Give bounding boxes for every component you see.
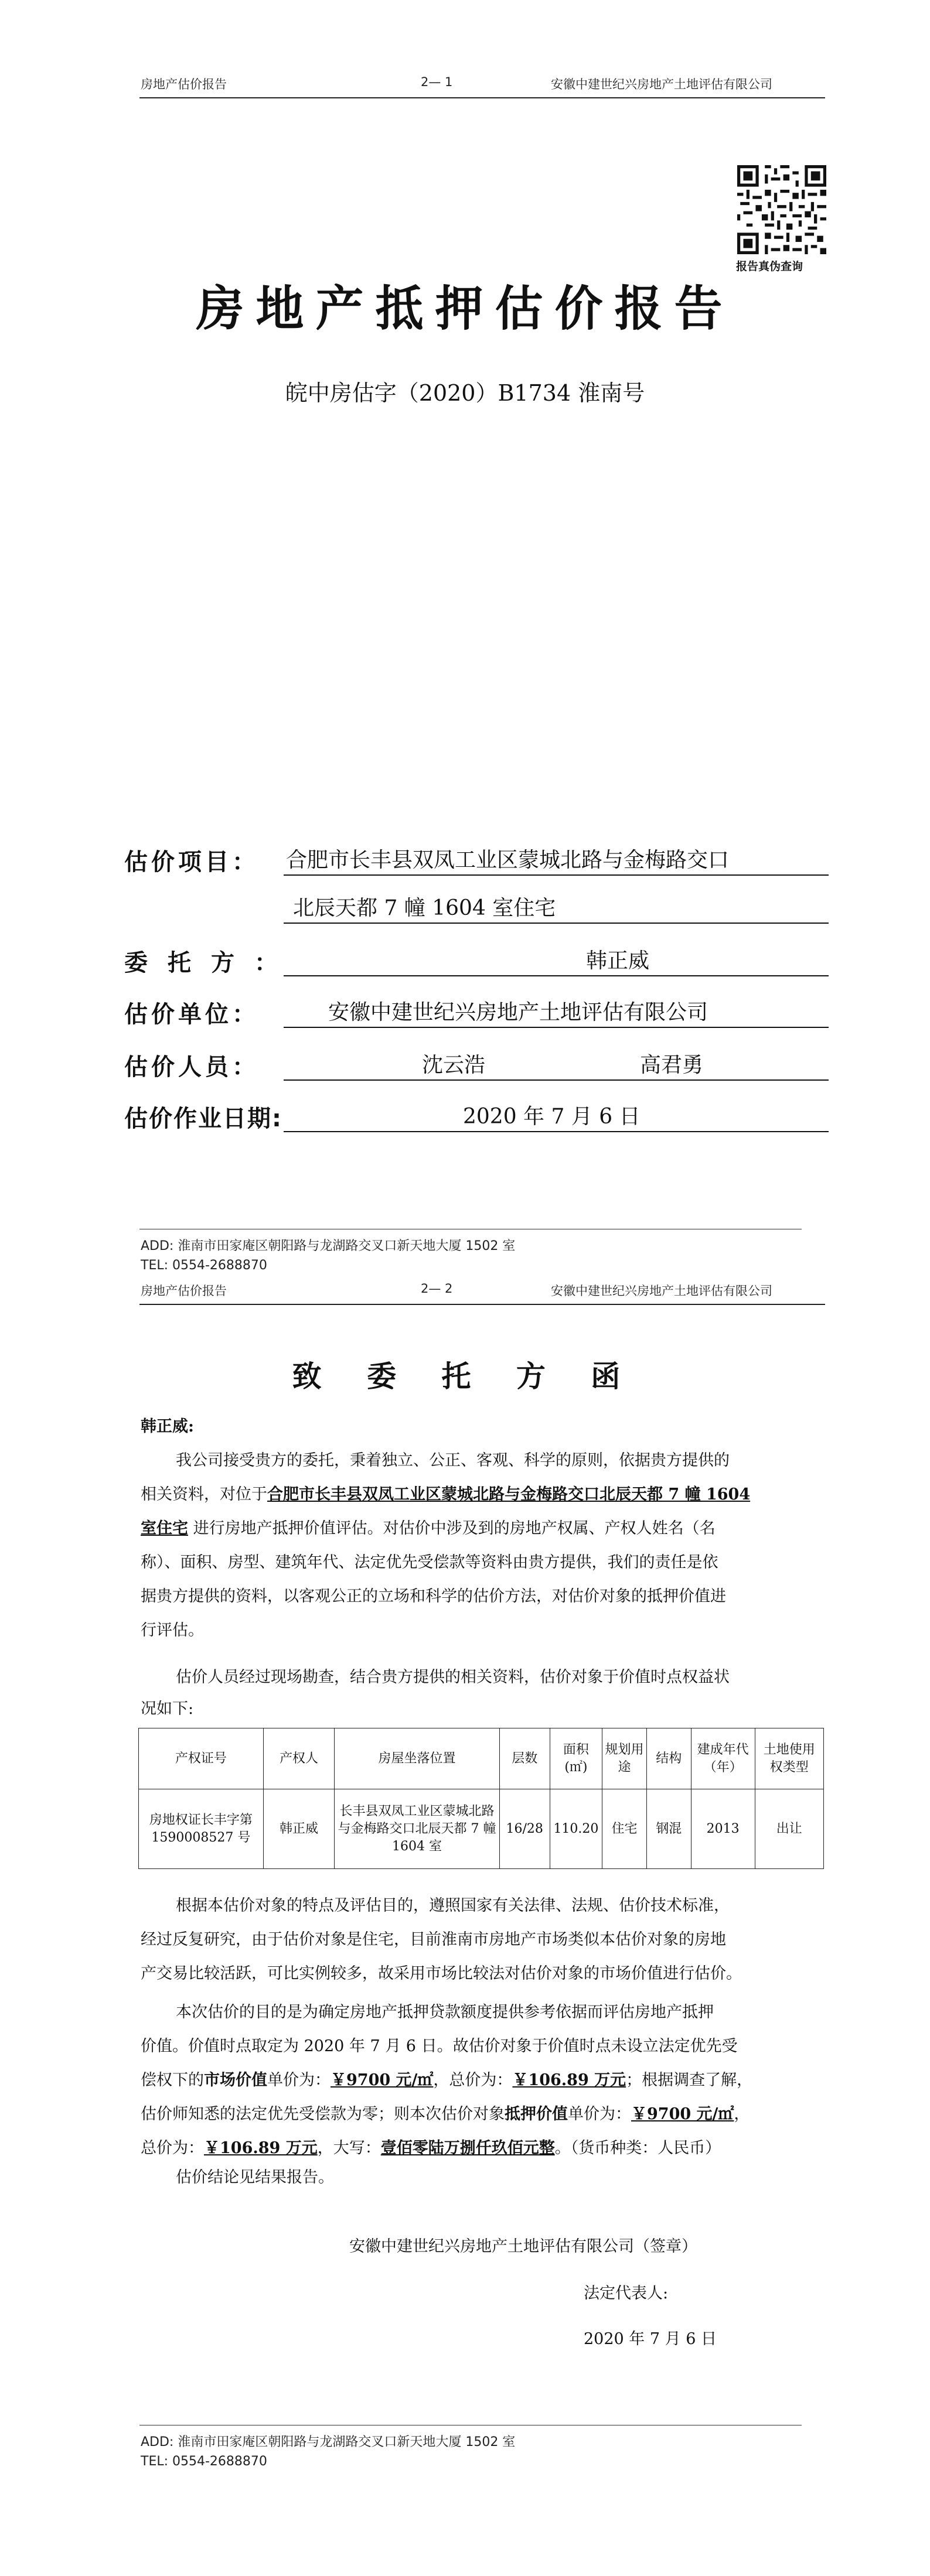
p4-line4-text-c: ， — [734, 2105, 750, 2123]
table-row — [139, 1789, 824, 1869]
total-in-words: 壹佰零陆万捌仟玖佰元整 — [380, 2139, 555, 2157]
unit-value: 安徽中建世纪兴房地产土地评估有限公司 — [328, 1000, 708, 1024]
mortgage-value-label: 抵押价值 — [505, 2105, 568, 2123]
p4-line3-text-d: ；根据调查了解， — [626, 2071, 753, 2089]
property-address-part2: 室住宅 — [141, 1519, 188, 1538]
sign-representative: 法定代表人: — [584, 2284, 669, 2302]
project-value-line2: 北辰天都 7 幢 1604 室住宅 — [293, 896, 556, 920]
p3-line1: 根据本估价对象的特点及评估目的，遵照国家有关法律、法规、估价技术标准， — [176, 1897, 730, 1915]
page2-header-left: 房地产估价报告 — [141, 1284, 227, 1298]
p4-line5 — [141, 2132, 721, 2165]
property-address-part1: 合肥市长丰县双凤工业区蒙城北路与金梅路交口北辰天都 7 幢 1604 — [267, 1485, 751, 1504]
page2-header-number: 2— 2 — [421, 1282, 453, 1296]
date-value: 2020 年 7 月 6 日 — [463, 1105, 641, 1129]
p1-line2-text: 相关资料，对位于 — [141, 1485, 267, 1504]
page1-footer-tel: TEL: 0554-2688870 — [141, 1258, 267, 1273]
p2-line1: 估价人员经过现场勘查，结合贵方提供的相关资料，估价对象于价值时点权益状 — [176, 1668, 730, 1686]
p4-line4-text-a: 估价师知悉的法定优先受偿款为零；则本次估价对象 — [141, 2105, 505, 2123]
appraiser-1: 沈云浩 — [422, 1053, 486, 1077]
p4-line3-text-a: 偿权下的 — [141, 2071, 204, 2089]
appraiser-2: 高君勇 — [640, 1053, 704, 1077]
table-header-cell: 产权证号 — [139, 1728, 264, 1789]
table-cell: 钢混 — [646, 1789, 691, 1869]
qr-code-icon — [737, 165, 826, 254]
table-cell: 16/28 — [499, 1789, 550, 1869]
report-number: 皖中房估字（2020）B1734 淮南号 — [285, 380, 645, 406]
market-unit-price: ￥9700 元/㎡ — [331, 2071, 434, 2089]
table-header-cell: 房屋坐落位置 — [335, 1728, 499, 1789]
p1-line5: 据贵方提供的资料，以客观公正的立场和科学的估价方法，对估价对象的抵押价值进 — [141, 1587, 726, 1605]
sign-company: 安徽中建世纪兴房地产土地评估有限公司（签章） — [349, 2237, 697, 2256]
mortgage-total-price: ￥106.89 万元 — [204, 2139, 318, 2157]
letter-title: 致 委 托 方 函 — [292, 1359, 638, 1393]
p1-line6: 行评估。 — [141, 1621, 204, 1639]
page1-header-rule — [139, 97, 825, 98]
client-label: 委托方： — [124, 949, 298, 976]
salutation: 韩正威: — [141, 1417, 194, 1436]
date-underline — [284, 1131, 829, 1132]
p4-line2: 价值。价值时点取定为 2020 年 7 月 6 日。故估价对象于价值时点未设立法定优先受 — [141, 2037, 738, 2055]
project-underline-1 — [284, 874, 829, 876]
p1-line2 — [141, 1478, 750, 1511]
client-underline — [284, 975, 829, 976]
p4-line1: 本次估价的目的是为确定房地产抵押贷款额度提供参考依据而评估房地产抵押 — [176, 2003, 714, 2021]
table-cell: 长丰县双凤工业区蒙城北路与金梅路交口北辰天都 7 幢 1604 室 — [335, 1789, 499, 1869]
unit-underline — [284, 1027, 829, 1028]
p5-line: 估价结论见结果报告。 — [176, 2168, 334, 2186]
p4-line5-text-c: 。（货币种类：人民币） — [554, 2139, 721, 2157]
table-cell: 房地权证长丰字第 1590008527 号 — [139, 1789, 264, 1869]
date-label: 估价作业日期: — [124, 1105, 282, 1132]
client-value: 韩正威 — [586, 949, 650, 973]
table-header-cell: 土地使用权类型 — [755, 1728, 823, 1789]
page1-header-number: 2— 1 — [421, 75, 453, 89]
p1-line3-text: 进行房地产抵押价值评估。对估价中涉及到的房地产权属、产权人姓名（名 — [188, 1519, 716, 1538]
table-cell: 住宅 — [602, 1789, 647, 1869]
table-header-cell: 结构 — [646, 1728, 691, 1789]
page1-header-right: 安徽中建世纪兴房地产土地评估有限公司 — [551, 77, 772, 91]
market-total-price: ￥106.89 万元 — [512, 2071, 626, 2089]
table-cell: 2013 — [691, 1789, 755, 1869]
p4-line4-text-b: 单价为： — [568, 2105, 631, 2123]
project-value-line1: 合肥市长丰县双凤工业区蒙城北路与金梅路交口 — [286, 848, 730, 872]
table-header-cell: 层数 — [499, 1728, 550, 1789]
p4-line3-text-b: 单价为： — [267, 2071, 331, 2089]
p1-line4: 称）、面积、房型、建筑年代、法定优先受偿款等资料由贵方提供，我们的责任是依 — [141, 1553, 718, 1571]
page2-header-rule — [139, 1304, 825, 1305]
mortgage-unit-price: ￥9700 元/㎡ — [631, 2105, 734, 2123]
market-value-label: 市场价值 — [204, 2071, 267, 2089]
p1-line1: 我公司接受贵方的委托，秉着独立、公正、客观、科学的原则，依据贵方提供的 — [176, 1451, 730, 1470]
page1-header-left: 房地产估价报告 — [141, 77, 227, 91]
unit-label: 估价单位： — [124, 1001, 259, 1028]
p4-line3-text-c: ，总价为： — [433, 2071, 513, 2089]
p4-line5-text-a: 总价为： — [141, 2139, 204, 2157]
p4-line5-text-b: ，大写： — [317, 2139, 381, 2157]
table-cell: 韩正威 — [263, 1789, 334, 1869]
p1-line3 — [141, 1512, 716, 1545]
table-cell: 出让 — [755, 1789, 823, 1869]
project-label: 估价项目： — [124, 849, 259, 876]
table-header-cell: 产权人 — [263, 1728, 334, 1789]
sign-date: 2020 年 7 月 6 日 — [584, 2330, 717, 2348]
table-cell: 110.20 — [550, 1789, 602, 1869]
p3-line3: 产交易比较活跃，可比实例较多，故采用市场比较法对估价对象的市场价值进行估价。 — [141, 1965, 742, 1983]
project-underline-2 — [284, 923, 829, 924]
p4-line4 — [141, 2098, 750, 2131]
page2-footer-tel: TEL: 0554-2688870 — [141, 2454, 267, 2469]
table-header-cell: 面积(㎡) — [550, 1728, 602, 1789]
page2-footer-address: ADD: 淮南市田家庵区朝阳路与龙湖路交叉口新天地大厦 1502 室 — [141, 2435, 516, 2449]
table-header-cell: 规划用途 — [602, 1728, 647, 1789]
p4-line3 — [141, 2064, 752, 2097]
qr-caption: 报告真伪查询 — [736, 260, 803, 273]
cover-title: 房地产抵押估价报告 — [196, 281, 734, 337]
appraiser-label: 估价人员： — [124, 1054, 259, 1081]
table-header-row — [139, 1728, 824, 1789]
table-header-cell: 建成年代（年） — [691, 1728, 755, 1789]
page2-header-right: 安徽中建世纪兴房地产土地评估有限公司 — [551, 1284, 772, 1298]
property-info-table — [138, 1728, 824, 1869]
appraiser-underline — [284, 1079, 829, 1081]
page1-footer-address: ADD: 淮南市田家庵区朝阳路与龙湖路交叉口新天地大厦 1502 室 — [141, 1239, 516, 1253]
p3-line2: 经过反复研究，由于估价对象是住宅，目前淮南市房地产市场类似本估价对象的房地 — [141, 1931, 726, 1949]
p2-line2: 况如下: — [141, 1700, 194, 1718]
